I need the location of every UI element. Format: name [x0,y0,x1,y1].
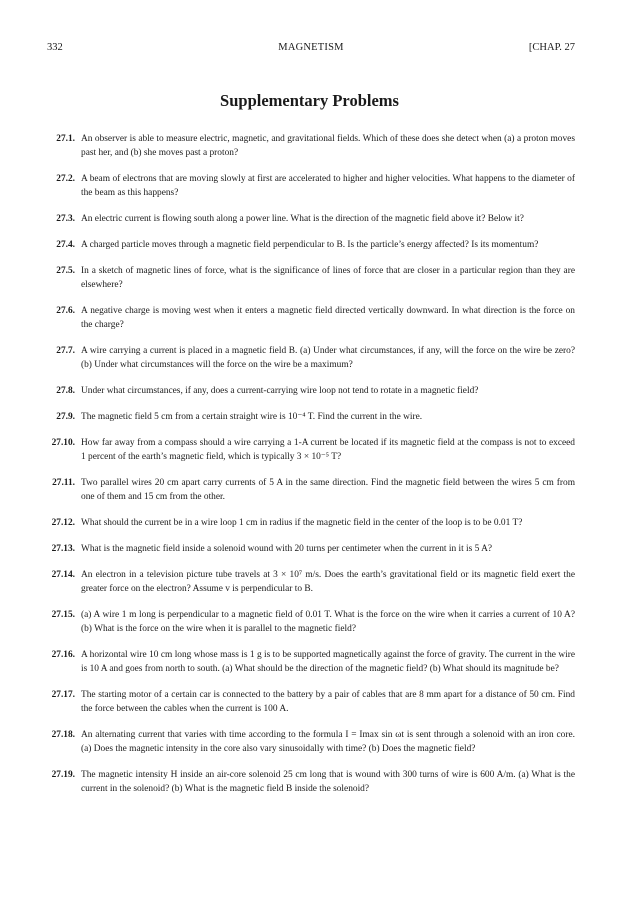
problem-item [41,172,575,200]
problem-text: (a) A wire 1 m long is perpendicular to a magnetic field of 0.01 T. What is the force on the wire when it carries a current of 10 A? (b) What is the force on the wire when it is parallel to the magnetic field? [81,610,575,634]
problem-item [41,384,575,398]
chapter-reference: [CHAP. 27 [528,42,575,53]
problem-number: 27.14. [51,570,75,580]
problem-item [41,212,575,226]
problem-text: How far away from a compass should a wire carrying a 1-A current be located if its magnetic field at the compass is not to exceed 1 percent of the earth’s magnetic field, which is typically 3 × 10⁻⁵ T? [81,438,575,462]
problem-number: 27.10. [51,438,75,448]
chapter-title: MAGNETISM [278,42,344,53]
problem-text: A wire carrying a current is placed in a magnetic field B. (a) Under what circumstances, if any, will the force on the wire be zero? (b) Under what circumstances will the force on the wire be a maximum? [81,346,575,370]
problem-number: 27.2. [56,174,75,184]
problem-item [41,410,575,424]
problem-number: 27.16. [51,650,75,660]
problem-text: What is the magnetic field inside a solenoid wound with 20 turns per centimeter when the current in it is 5 A? [81,544,493,554]
problem-text: The starting motor of a certain car is connected to the battery by a pair of cables that are 8 mm apart for a distance of 50 cm. Find the force between the cables when the current is 100 A. [81,690,575,714]
section-title: Supplementary Problems [220,91,399,110]
problem-text: A horizontal wire 10 cm long whose mass is 1 g is to be supported magnetically against the force of gravity. The current in the wire is 10 A and goes from north to south. (a) What should be the direction of the magnetic field? (b) What should its magnitude be? [81,650,575,674]
problem-number: 27.5. [56,266,75,276]
page-header [47,42,575,56]
problem-number: 27.3. [56,214,75,224]
problem-number: 27.18. [51,730,75,740]
problem-item [41,304,575,332]
problem-item [41,542,575,556]
problem-item [41,516,575,530]
problem-text: The magnetic field 5 cm from a certain straight wire is 10⁻⁴ T. Find the current in the wire. [81,412,423,422]
problem-item [41,238,575,252]
problem-number: 27.12. [51,518,75,528]
problem-item [41,476,575,504]
problem-text: An alternating current that varies with time according to the formula I = Imax sin ωt is sent through a solenoid with an iron core. (a) Does the magnetic intensity in the core also vary sinusoidally with time? (b) Does the magnetic field? [81,730,575,754]
problem-text: Under what circumstances, if any, does a current-carrying wire loop not tend to rotate in a magnetic field? [81,386,479,396]
problem-number: 27.4. [56,240,75,250]
problem-text: Two parallel wires 20 cm apart carry currents of 5 A in the same direction. Find the magnetic field between the wires 5 cm from one of them and 15 cm from the other. [81,478,575,502]
problem-item [41,344,575,372]
problem-text: A negative charge is moving west when it enters a magnetic field directed vertically downward. In what direction is the force on the charge? [81,306,575,330]
problem-item [41,768,575,796]
problem-item [41,688,575,716]
problem-item [41,568,575,596]
problem-item [41,648,575,676]
problem-number: 27.15. [51,610,75,620]
problem-number: 27.1. [56,134,75,144]
problem-item [41,132,575,160]
problem-text: The magnetic intensity H inside an air-core solenoid 25 cm long that is wound with 300 turns of wire is 600 A/m. (a) What is the current in the solenoid? (b) What is the magnetic field B inside the solenoid? [81,770,575,794]
problem-item [41,728,575,756]
problem-text: An electric current is flowing south along a power line. What is the direction of the magnetic field above it? Below it? [81,214,524,224]
problem-text: A charged particle moves through a magnetic field perpendicular to B. Is the particle’s energy affected? Is its momentum? [81,240,539,250]
problem-number: 27.13. [51,544,75,554]
problem-item [41,264,575,292]
problem-number: 27.6. [56,306,75,316]
problem-number: 27.19. [51,770,75,780]
problem-text: An observer is able to measure electric, magnetic, and gravitational fields. Which of these does she detect when (a) a proton moves past her, and (b) she moves past a proton? [81,134,575,158]
problem-number: 27.8. [56,386,75,396]
problem-number: 27.11. [52,478,75,488]
problem-item [41,608,575,636]
problem-text: What should the current be in a wire loop 1 cm in radius if the magnetic field in the center of the loop is to be 0.01 T? [81,518,523,528]
problem-item [41,436,575,464]
problem-list [41,132,575,808]
problem-number: 27.7. [56,346,75,356]
problem-text: A beam of electrons that are moving slowly at first are accelerated to higher and higher velocities. What happens to the diameter of the beam as this happens? [81,174,575,198]
problem-text: In a sketch of magnetic lines of force, what is the significance of lines of force that are closer in a particular region than they are elsewhere? [81,266,575,290]
problem-number: 27.9. [56,412,75,422]
problem-text: An electron in a television picture tube travels at 3 × 10⁷ m/s. Does the earth’s gravitational field or its magnetic field exert the greater force on the electron? Assume v is perpendicular to B. [81,570,575,594]
problem-number: 27.17. [51,690,75,700]
page-number: 332 [47,42,63,53]
